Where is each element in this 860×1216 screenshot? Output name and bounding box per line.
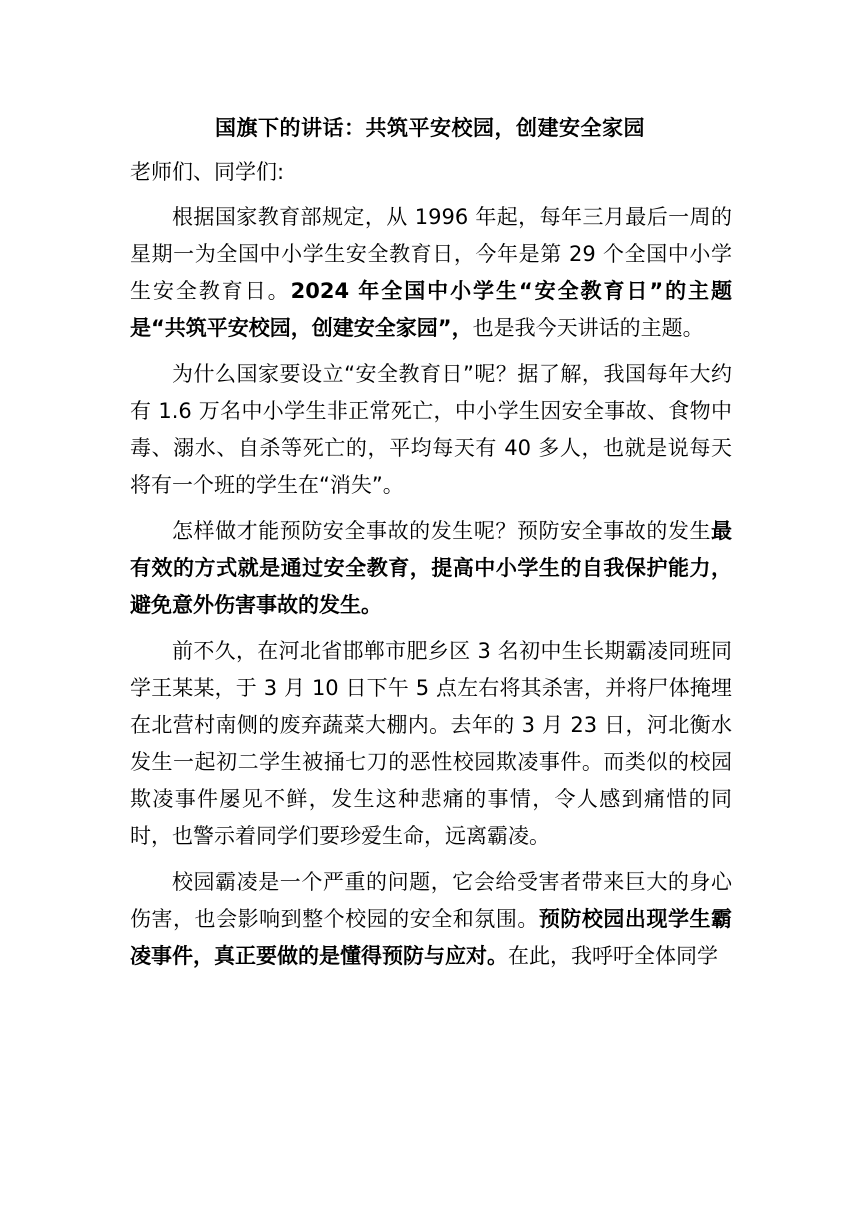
paragraph-5-segment-3: 在此，我呼吁全体同学 — [508, 944, 718, 968]
salutation: 老师们、同学们: — [130, 160, 285, 184]
paragraph-5 — [130, 864, 732, 975]
paragraph-1 — [130, 199, 732, 347]
paragraph-1-segment-2: 2024 年全国中小学生“安全教育日”的主题是“共筑平安校园，创建安全家园”， — [130, 279, 732, 340]
paragraph-1-segment-1: 根据国家教育部规定，从 1996 年起，每年三月最后一周的星期一为全国中小学生安全教育日，今年是第 29 个全国中小学生安全教育日。 — [130, 205, 732, 303]
paragraph-1-segment-3: 也是我今天讲话的主题。 — [472, 316, 704, 340]
paragraph-4 — [130, 633, 732, 855]
paragraph-3-segment-1: 怎样做才能预防安全事故的发生呢？预防安全事故的发生 — [172, 519, 711, 543]
paragraph-3 — [130, 513, 732, 624]
paragraph-2-segment-1: 为什么国家要设立“安全教育日”呢？据了解，我国每年大约有 1.6 万名中小学生非正常死亡，中小学生因安全事故、食物中毒、溺水、自杀等死亡的，平均每天有 40 多人，也就是说每天将有一个班的学生在“消失”。 — [130, 362, 732, 497]
paragraph-5-segment-1: 校园霸凌是一个严重的问题，它会给受害者带来巨大的身心伤害，也会影响到整个校园的安全和氛围。 — [130, 870, 732, 931]
paragraph-5-segment-2: 预防校园出现学生霸凌事件，真正要做的是懂得预防与应对。 — [130, 907, 733, 968]
paragraph-2 — [130, 356, 732, 504]
paragraph-3-segment-2: 最有效的方式就是通过安全教育，提高中小学生的自我保护能力，避免意外伤害事故的发生。 — [130, 519, 732, 617]
paragraph-4-segment-1: 前不久，在河北省邯郸市肥乡区 3 名初中生长期霸凌同班同学王某某，于 3 月 10 日下午 5 点左右将其杀害，并将尸体掩埋在北营村南侧的废弃蔬菜大棚内。去年的 3 月 23 日，河北衡水发生一起初二学生被捅七刀的恶性校园欺凌事件。而类似的校园欺凌事件屡见不鲜，发生这种悲痛的事情，令人感到痛惜的同时，也警示着同学们要珍爱生命，远离霸凌。 — [130, 639, 732, 848]
body-text — [130, 199, 732, 984]
document-title: 国旗下的讲话：共筑平安校园，创建安全家园 — [215, 116, 645, 140]
